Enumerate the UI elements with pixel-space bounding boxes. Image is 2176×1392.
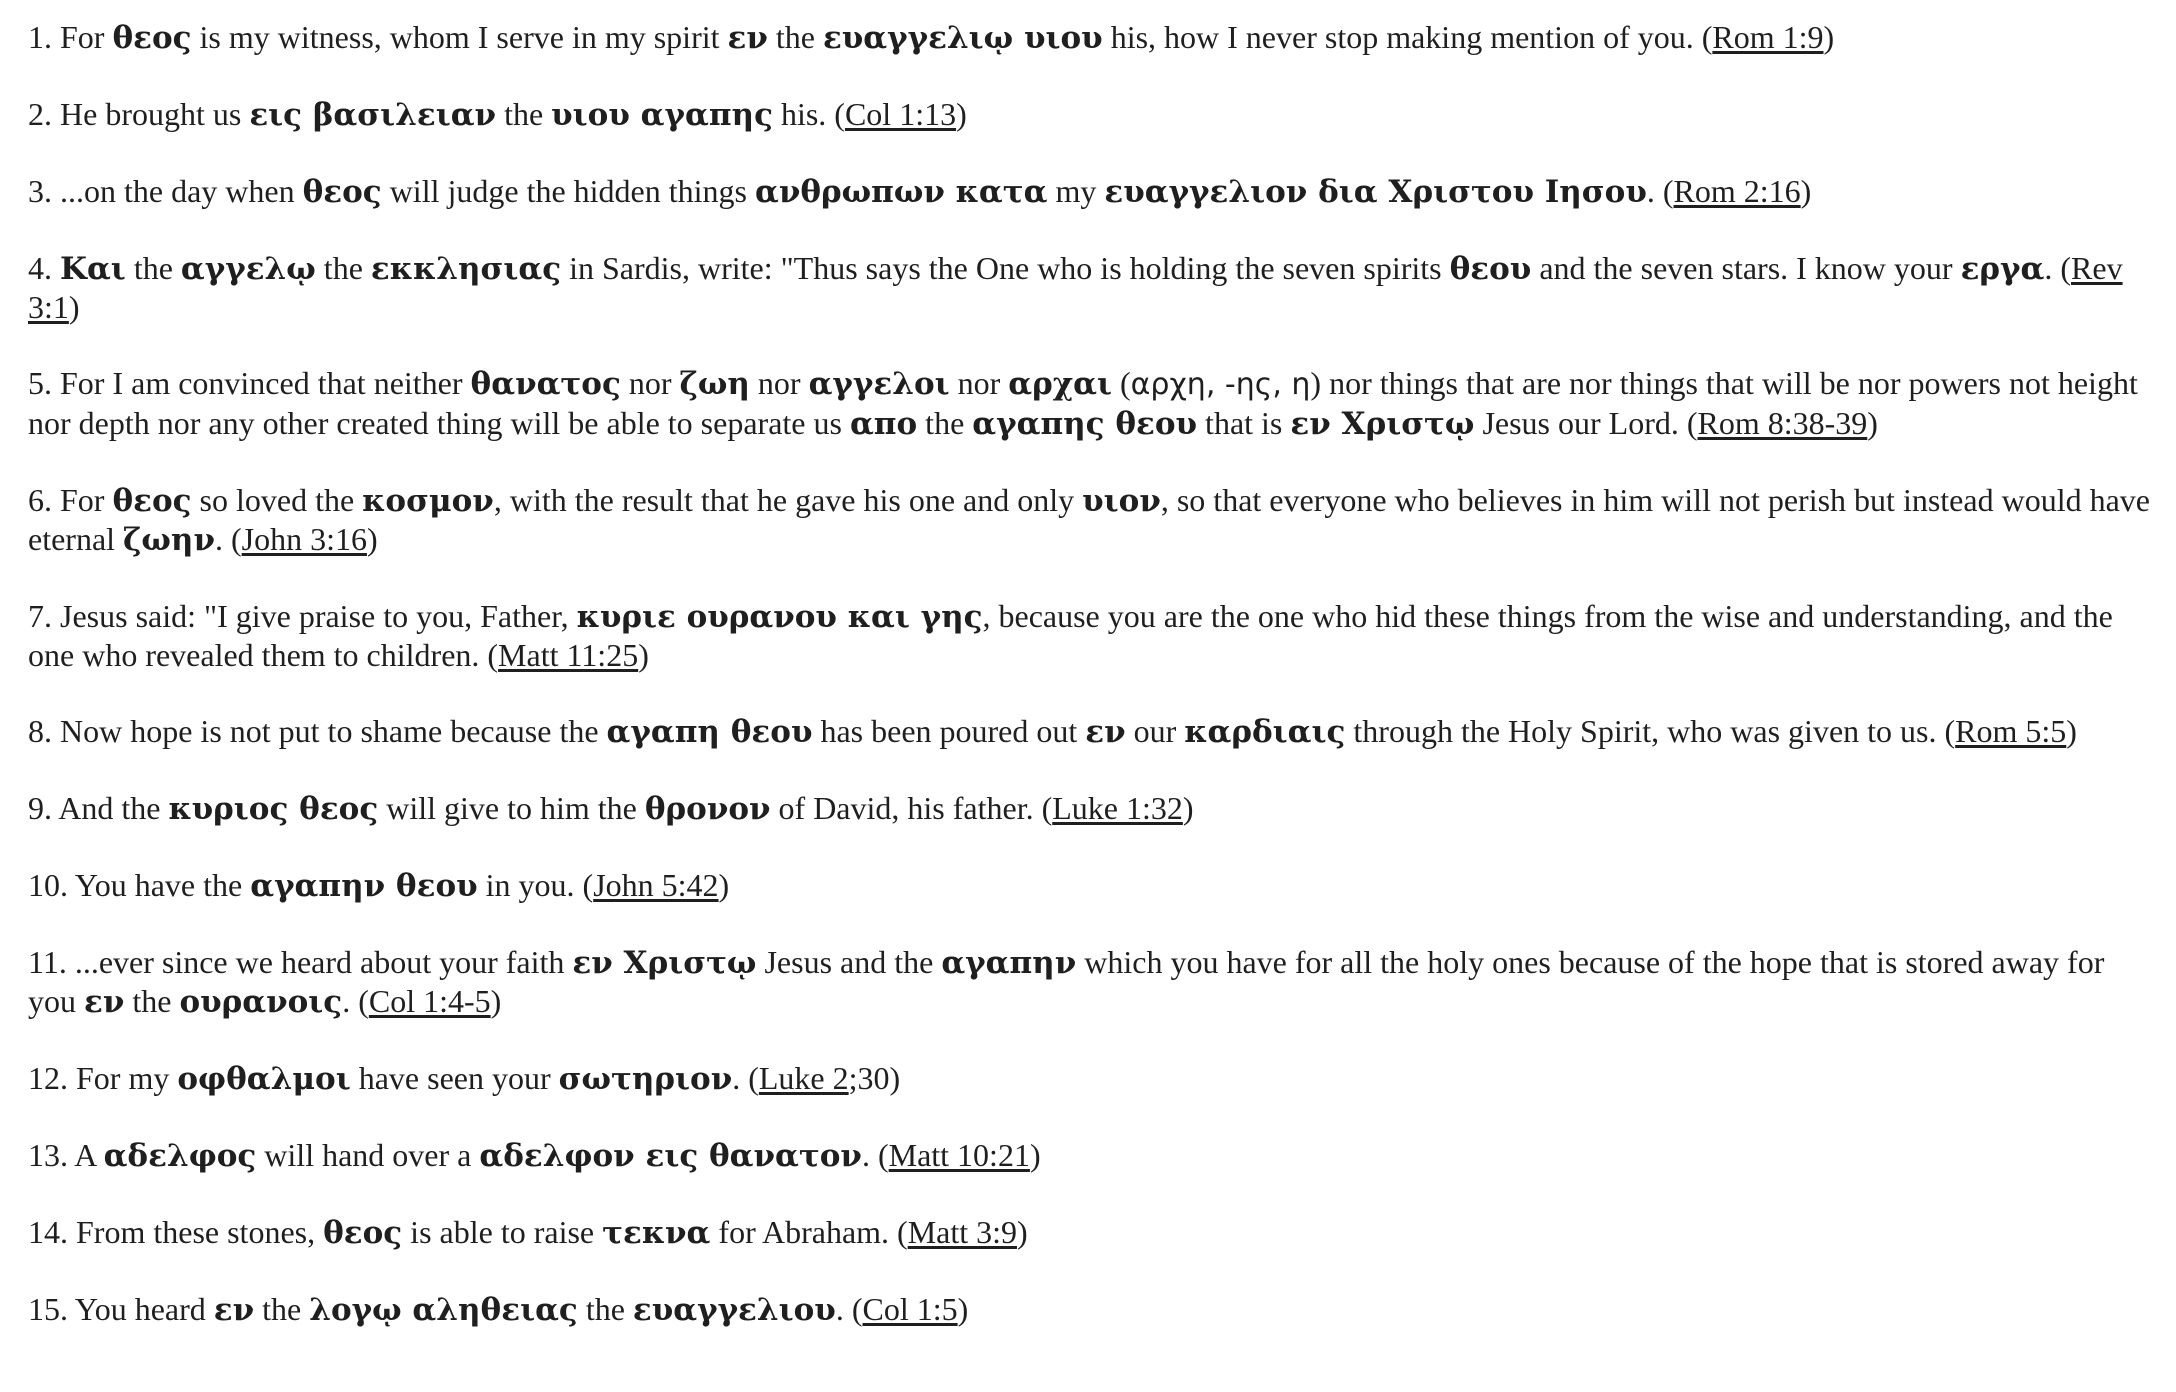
english-text: through the Holy Spirit, who was given to us. ( [1345,713,1956,749]
english-text: ) [1017,1214,1028,1250]
scripture-reference-link[interactable]: Matt 10:21 [888,1137,1030,1173]
exercise-item-9 [28,789,2158,828]
english-text: , because you are the one who hid these things from the wise and understanding, and the one who revealed them to children. ( [28,598,2113,673]
english-text: ) [2066,713,2077,749]
greek-term: οφθαλμοι [177,1061,351,1097]
exercise-item-15 [28,1290,2158,1329]
greek-term: ευαγγελιῳ υιου [822,20,1103,56]
english-text: ) [957,1291,969,1327]
english-text: ) [1823,19,1835,55]
exercise-item-11 [28,943,2158,1021]
english-text: so loved the [191,482,363,518]
english-text: ) [1029,1137,1041,1173]
scripture-reference-link[interactable]: Rom 8:38-39 [1697,405,1868,441]
exercise-number: 5. [28,365,52,401]
greek-term: ουρανοις [179,984,343,1020]
english-text: have seen your [350,1060,559,1096]
scripture-reference-link[interactable]: Rom 5:5 [1955,713,2067,749]
english-text: of David, his father. ( [770,790,1053,826]
english-text: You have the [74,867,251,903]
english-text: nor [749,365,809,401]
exercise-number: 9. [28,790,52,826]
exercise-item-1 [28,18,2158,57]
greek-term: ανθρωπων κατα [754,174,1048,210]
scripture-reference-link[interactable]: Col 1:5 [862,1291,958,1327]
greek-term: ευαγγελιον δια Χριστου Ιησου [1104,174,1647,210]
greek-term: εν Χριστῳ [1290,406,1475,442]
greek-term: ζωην [123,522,215,558]
english-text: the [124,983,180,1019]
exercise-number: 7. [28,598,52,634]
greek-term: αδελφος [103,1138,257,1174]
english-text: ) [956,96,967,132]
english-text: You heard [74,1291,214,1327]
greek-term: καρδιαις [1184,714,1346,750]
exercise-item-12 [28,1059,2158,1098]
english-text: He brought us [60,96,250,132]
greek-term: εκκλησιας [370,251,562,287]
greek-term: εν [213,1292,255,1328]
english-text: ) [1800,173,1812,209]
greek-term: αρχαι [1008,366,1112,402]
english-text: the [917,405,973,441]
exercise-item-10 [28,866,2158,905]
exercise-number: 8. [28,713,52,749]
exercise-number: 2. [28,96,52,132]
english-text: our [1125,713,1185,749]
greek-term: εν [1085,714,1126,750]
english-text: . ( [2044,250,2072,286]
english-text: ) [490,983,502,1019]
english-text: ...ever since we heard about your faith [74,944,573,980]
english-text: ) nor things that are nor things that will be nor powers not height nor depth nor any other created thing will be able to separate us [28,365,2138,441]
exercise-item-2 [28,95,2158,134]
exercise-item-14 [28,1213,2158,1252]
scripture-reference-link[interactable]: Matt 3:9 [907,1214,1018,1250]
greek-term: εν [84,984,125,1020]
exercise-item-3 [28,172,2158,211]
scripture-reference-link[interactable]: Col 1:13 [844,96,957,132]
greek-term: αγαπην [941,945,1077,981]
english-text: A [74,1137,104,1173]
english-text: will hand over a [256,1137,480,1173]
greek-term: υιου αγαπης [551,97,773,133]
greek-term: εις βασιλειαν [249,97,497,133]
english-text: the [577,1291,633,1327]
english-text: nor [949,365,1009,401]
greek-term: τεκνα [602,1215,711,1251]
exercise-item-7 [28,597,2158,674]
english-text: ) [638,637,649,673]
greek-term: Και [60,251,126,287]
scripture-reference-link[interactable]: Col 1:4-5 [368,983,491,1019]
english-text: that is [1197,405,1291,441]
english-text: From these stones, [76,1214,324,1250]
exercise-item-8 [28,712,2158,751]
exercise-item-5 [28,364,2158,443]
greek-term: εν [727,20,768,56]
greek-term: υιον [1082,483,1161,519]
english-text: Jesus said: "I give praise to you, Father, [60,598,577,634]
english-text: . ( [1646,173,1674,209]
english-text: will give to him the [378,790,645,826]
greek-term: θρονον [644,791,771,827]
english-text: his. ( [772,96,845,132]
exercise-number: 13. [28,1137,68,1173]
greek-term: κυριε ουρανου και γης [576,599,983,635]
english-text: has been poured out [812,713,1086,749]
greek-term: αγαπης θεου [972,406,1198,442]
greek-term: ζωη [679,366,750,402]
english-text: And the [58,790,169,826]
english-text: the [496,96,552,132]
greek-term: αγαπη θεου [606,714,813,750]
english-text: for Abraham. ( [710,1214,908,1250]
greek-term: ευαγγελιου [632,1292,836,1328]
english-text: his, how I never stop making mention of you. ( [1102,19,1713,55]
english-text: the [767,19,823,55]
greek-term: απο [849,406,918,442]
scripture-reference-link[interactable]: Luke 1:32 [1052,790,1183,826]
greek-term: αγγελῳ [180,251,316,287]
english-text: and the seven stars. I know your [1531,250,1961,286]
exercise-item-4 [28,249,2158,326]
english-text: will judge the hidden things [381,173,755,209]
exercise-number: 4. [28,250,52,286]
english-text: the [315,250,371,286]
english-text: , with the result that he gave his one and only [493,482,1083,518]
english-text: , so that everyone who believes in him will not perish but instead would have eternal [28,482,2150,557]
greek-term: αγγελοι [808,366,950,402]
english-text: my [1047,173,1105,209]
exercise-number: 14. [28,1214,68,1250]
english-text: Jesus our Lord. ( [1474,405,1698,441]
english-text: ) [718,867,730,903]
exercise-number: 3. [28,173,52,209]
english-text: is able to raise [402,1214,603,1250]
english-text: in you. ( [477,867,594,903]
english-text: ) [68,289,80,325]
english-text: ...on the day when [60,173,303,209]
greek-term: θεος [302,174,382,210]
exercise-number: 15. [28,1291,68,1327]
scripture-reference-link[interactable]: Luke 2 [758,1060,849,1096]
greek-term: λογῳ αληθειας [309,1292,578,1328]
greek-term: σωτηριον [558,1061,733,1097]
exercise-number: 1. [28,19,52,55]
greek-term: κοσμον [362,483,494,519]
greek-term: εργα [1960,251,2045,287]
english-text: . ( [835,1291,863,1327]
greek-term: αγαπην θεου [250,868,478,904]
exercise-number: 11. [28,944,67,980]
greek-term: θεος [112,20,192,56]
exercise-number: 12. [28,1060,68,1096]
greek-term: θανατος [470,366,621,402]
english-text: . ( [342,983,369,1019]
greek-term: θεος [112,483,192,519]
english-text: ;30) [848,1060,901,1096]
english-text: Now hope is not put to shame because the [60,713,607,749]
english-text: . ( [861,1137,889,1173]
lexical-form: αρχη, -ης, η [1130,367,1311,402]
scripture-reference-link[interactable]: John 5:42 [593,867,719,903]
exercise-item-13 [28,1136,2158,1175]
english-text: For [60,19,113,55]
greek-term: θεος [323,1215,403,1251]
scripture-reference-link[interactable]: Rev 3:1 [28,250,2123,325]
english-text: Jesus and the [756,944,942,980]
english-text: in Sardis, write: "Thus says the One who is holding the seven spirits [561,250,1450,286]
english-text: ) [1182,790,1194,826]
exercise-item-6 [28,481,2158,559]
english-text: nor [620,365,680,401]
greek-term: αδελφον εις θανατον [479,1138,862,1174]
english-text: . ( [732,1060,759,1096]
scripture-reference-link[interactable]: Rom 2:16 [1673,173,1801,209]
greek-term: θεου [1449,251,1532,287]
scripture-reference-link[interactable]: Rom 1:9 [1712,19,1824,55]
scripture-reference-link[interactable]: Matt 11:25 [498,637,639,673]
english-text: ) [366,521,378,557]
english-text: . ( [214,521,242,557]
greek-term: εν Χριστῳ [572,945,757,981]
english-text: ( [1112,365,1131,401]
english-text: the [125,250,181,286]
exercise-list [28,18,2158,1367]
english-text: For my [76,1060,178,1096]
exercise-number: 6. [28,482,52,518]
english-text: which you have for all the holy ones because of the hope that is stored away for you [28,944,2105,1019]
english-text: For I am convinced that neither [60,365,471,401]
scripture-reference-link[interactable]: John 3:16 [241,521,367,557]
english-text: the [254,1291,310,1327]
english-text: is my witness, whom I serve in my spirit [191,19,728,55]
english-text: ) [1867,405,1878,441]
english-text: For [60,482,113,518]
exercise-number: 10. [28,867,68,903]
greek-term: κυριος θεος [168,791,379,827]
